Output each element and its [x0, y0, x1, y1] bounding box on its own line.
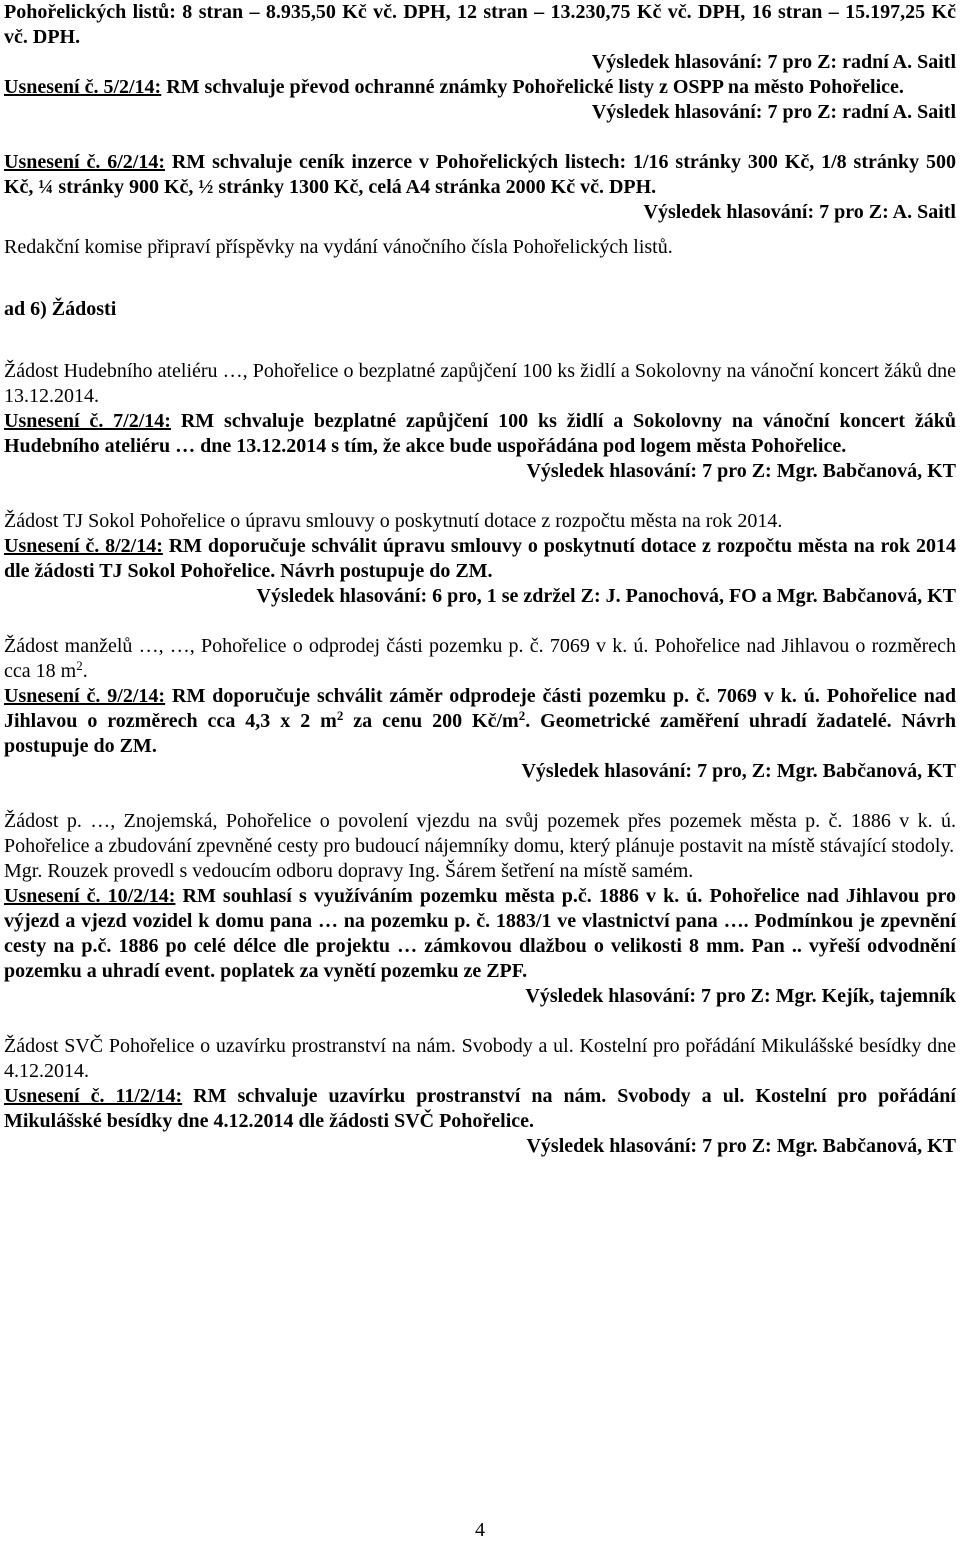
resolution-label: Usnesení č. 11/2/14:: [4, 1085, 183, 1107]
section-heading: ad 6) Žádosti: [4, 298, 117, 320]
page-number: 4: [475, 1519, 485, 1541]
resolution-text: RM schvaluje ceník inzerce v Pohořelických listech: 1/16 stránky 300 Kč, 1/8 stránky 500 Kč, ¼ stránky 900 Kč, ½ stránky 1300 Kč, celá A4 stránka 2000 Kč vč. DPH.: [4, 151, 957, 198]
resolution-5: [4, 75, 956, 100]
request-text: Žádost manželů …, …, Pohořelice o odprodej části pozemku p. č. 7069 v k. ú. Pohořelice nad Jihlavou o rozměrech cca 18 $m^2$.: [4, 635, 956, 682]
vote-result: Výsledek hlasování: 7 pro Z: radní A. Saitl: [591, 51, 956, 73]
vote-result: Výsledek hlasování: 7 pro Z: radní A. Saitl: [591, 101, 956, 123]
request-text: Žádost p. …, Znojemská, Pohořelice o povolení vjezdu na svůj pozemek přes pozemek města p. č. 1886 v k. ú. Pohořelice a zbudování zpevněné cesty pro budoucí nájemníky domu, který plánuje postavit na místě stávající stodoly.: [4, 810, 956, 857]
resolution-text: RM schvaluje uzavírku prostranství na nám. Svobody a ul. Kostelní pro pořádání Mikulášské besídky dne 4.12.2014 dle žádosti SVČ Pohořelice.: [4, 1085, 956, 1132]
resolution-text: RM souhlasí s využíváním pozemku města p.č. 1886 v k. ú. Pohořelice nad Jihlavou pro výjezd a vjezd vozidel k domu pana … na pozemku p. č. 1883/1 ve vlastnictví pana …. Podmínkou je zpevnění cesty na p.č. 1886 po celé délce dle projektu … zámkovou dlažbou o velikosti 8 mm. Pan .. vyřeší odvodnění pozemku a uhradí event. poplatek za vynětí pozemku ze ZPF.: [4, 885, 957, 982]
resolution-label: Usnesení č. 6/2/14:: [4, 151, 165, 173]
resolution-label: Usnesení č. 10/2/14:: [4, 885, 176, 907]
vote-result: Výsledek hlasování: 7 pro Z: Mgr. Kejík, tajemník: [525, 985, 956, 1007]
resolution-label: Usnesení č. 8/2/14:: [4, 535, 163, 557]
resolution-9: Usnesení č. 9/2/14: RM doporučuje schválit záměr odprodeje části pozemku p. č. 7069 v k. ú. Pohořelice nad Jihlavou o rozměrech cca 4,3 x 2 $m^2$ za cenu 200 $Kč/m^2$. Geometrické zaměření uhradí žadatelé. Návrh postupuje do ZM.: [4, 685, 956, 757]
resolution-10: [4, 884, 956, 984]
request-text: Žádost TJ Sokol Pohořelice o úpravu smlouvy o poskytnutí dotace z rozpočtu města na rok 2014.: [4, 510, 783, 532]
vote-result: Výsledek hlasování: 6 pro, 1 se zdržel Z: J. Panochová, FO a Mgr. Babčanová, KT: [256, 585, 956, 607]
resolution-label: Usnesení č. 9/2/14:: [4, 685, 166, 707]
document-page: [4, 0, 956, 1159]
request-text: Žádost SVČ Pohořelice o uzavírku prostranství na nám. Svobody a ul. Kostelní pro pořádání Mikulášské besídky dne 4.12.2014.: [4, 1035, 956, 1082]
resolution-label: Usnesení č. 7/2/14:: [4, 410, 171, 432]
resolution-label: Usnesení č. 5/2/14:: [4, 76, 162, 98]
price-list-continuation: Pohořelických listů: 8 stran – 8.935,50 Kč vč. DPH, 12 stran – 13.230,75 Kč vč. DPH, 16 stran – 15.197,25 Kč vč. DPH.: [4, 1, 956, 48]
resolution-text: RM schvaluje bezplatné zapůjčení 100 ks židlí a Sokolovny na vánoční koncert žáků Hudebního ateliéru … dne 13.12.2014 s tím, že akce bude uspořádána pod logem města Pohořelice.: [4, 410, 957, 457]
resolution-6: [4, 150, 956, 200]
site-inspection-note: Mgr. Rouzek provedl s vedoucím odboru dopravy Ing. Šárem šetření na místě samém.: [4, 860, 694, 882]
resolution-8: [4, 534, 956, 584]
vote-result: Výsledek hlasování: 7 pro, Z: Mgr. Babčanová, KT: [521, 760, 956, 782]
resolution-7: [4, 409, 956, 459]
vote-result: Výsledek hlasování: 7 pro Z: Mgr. Babčanová, KT: [526, 1135, 956, 1157]
request-text: Žádost Hudebního ateliéru …, Pohořelice o bezplatné zapůjčení 100 ks židlí a Sokolovny na vánoční koncert žáků dne 13.12.2014.: [4, 360, 956, 407]
resolution-text: RM schvaluje převod ochranné známky Pohořelické listy z OSPP na město Pohořelice.: [161, 76, 904, 98]
resolution-text: RM doporučuje schválit úpravu smlouvy o poskytnutí dotace z rozpočtu města na rok 2014 dle žádosti TJ Sokol Pohořelice. Návrh postupuje do ZM.: [4, 535, 956, 582]
resolution-11: [4, 1084, 956, 1134]
vote-result: Výsledek hlasování: 7 pro Z: Mgr. Babčanová, KT: [526, 460, 956, 482]
editorial-note: Redakční komise připraví příspěvky na vydání vánočního čísla Pohořelických listů.: [4, 236, 673, 258]
vote-result: Výsledek hlasování: 7 pro Z: A. Saitl: [643, 201, 956, 223]
